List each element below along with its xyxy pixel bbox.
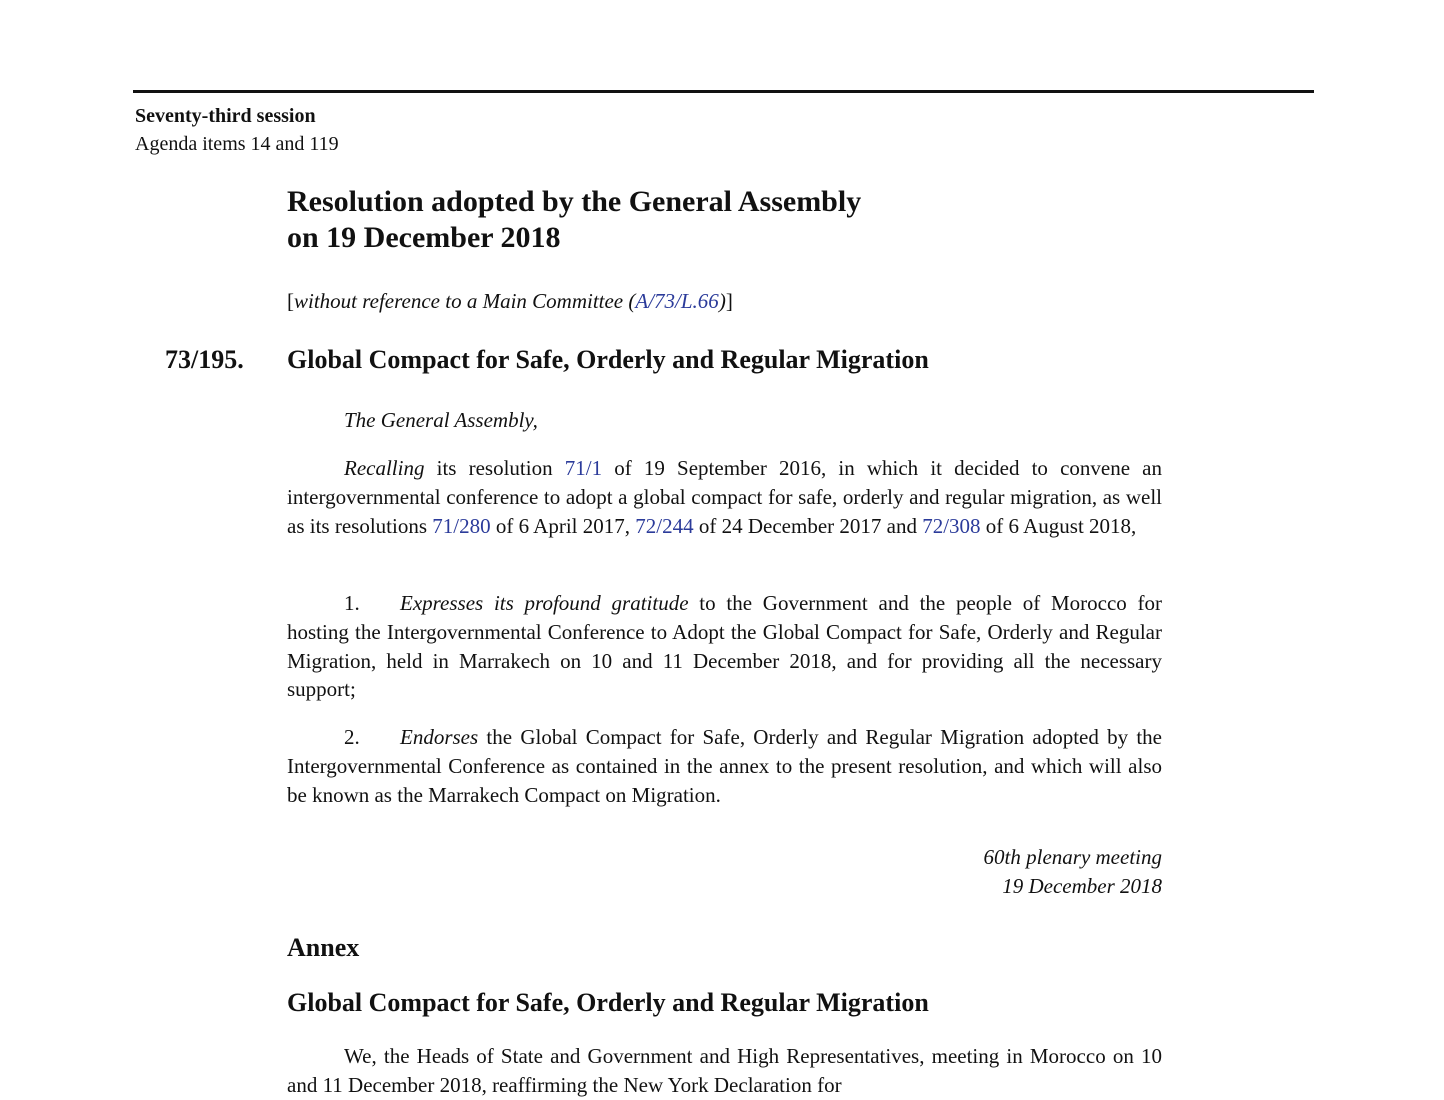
paragraph-number: 1. (344, 591, 360, 615)
recalling-lead: Recalling (344, 456, 425, 480)
committee-reference-close: ) (718, 289, 726, 313)
meeting-info (287, 843, 1162, 901)
committee-reference: [without reference to a Main Committee (A/73/L.66)] (287, 289, 733, 313)
recalling-text-4: of 24 December 2017 and (693, 513, 923, 538)
link-71-280[interactable]: 71/280 (432, 513, 491, 538)
link-72-244[interactable]: 72/244 (635, 513, 694, 538)
annex-title: Global Compact for Safe, Orderly and Regular Migration (287, 988, 929, 1017)
meeting-date: 19 December 2018 (1002, 873, 1162, 898)
meeting-name: 60th plenary meeting (983, 845, 1162, 869)
header-rule (133, 90, 1314, 93)
annex-heading: Annex (287, 933, 360, 962)
session-label: Seventy-third session (135, 105, 316, 127)
resolution-heading: Global Compact for Safe, Orderly and Regular Migration (287, 345, 929, 374)
link-71-1[interactable]: 71/1 (564, 456, 603, 480)
paragraph-lead: Endorses (400, 725, 479, 749)
preamble: The General Assembly, (344, 408, 538, 432)
paragraph-text: the Global Compact for Safe, Orderly and Regular Migration adopted by the Intergovernmental Conference as contained in the annex to the present resolution, and which will also be known as the Marrakech Compact on Migration. (287, 725, 1162, 807)
agenda-label: Agenda items 14 and 119 (135, 133, 339, 155)
recalling-text-3: of 6 April 2017, (490, 513, 636, 538)
recalling-text-2: of 19 September 2016, in which it decided to convene an intergovernmental conference to adopt a global compact for safe, orderly and regular migration, as well as its resolutions (287, 456, 1162, 538)
link-72-308[interactable]: 72/308 (922, 513, 981, 538)
paragraph-text: to the Government and the people of Morocco for hosting the Intergovernmental Conference to Adopt the Global Compact for Safe, Orderly and Regular Migration, held in Marrakech on 10 and 11 December 2018, and for providing all the necessary support; (287, 591, 1163, 702)
annex-opening-paragraph: We, the Heads of State and Government and High Representatives, meeting in Morocco on 10 and 11 December 2018, reaffirming the New York Declaration for (287, 1044, 1162, 1097)
resolution-number: 73/195. (165, 345, 244, 374)
resolution-title (287, 184, 1087, 256)
paragraph-lead: Expresses its profound gratitude (400, 591, 689, 615)
operative-paragraph-1 (287, 589, 1162, 704)
recalling-text-5: of 6 August 2018, (980, 513, 1137, 538)
paragraph-number: 2. (344, 725, 360, 749)
committee-reference-text: without reference to a Main Committee ( (294, 289, 636, 313)
resolution-title-line2: on 19 December 2018 (287, 221, 561, 254)
resolution-title-line1: Resolution adopted by the General Assembly (287, 185, 862, 218)
operative-paragraph-2 (287, 723, 1162, 809)
committee-reference-link[interactable]: A/73/L.66 (635, 289, 719, 313)
recalling-paragraph (287, 454, 1162, 540)
recalling-text-1: its resolution (424, 456, 565, 480)
